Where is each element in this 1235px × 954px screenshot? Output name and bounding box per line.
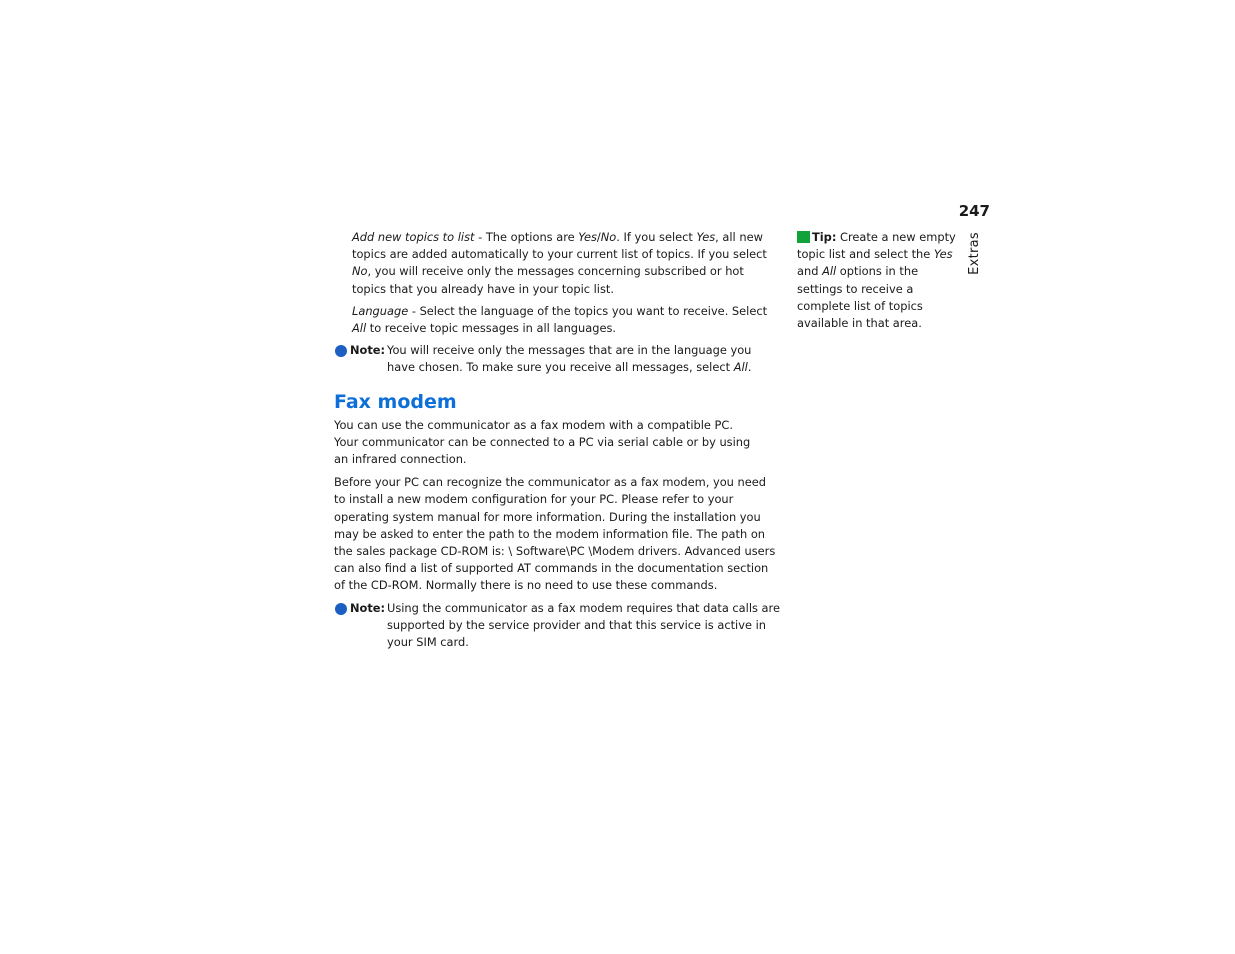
intro-line: an infrared connection. — [334, 452, 467, 467]
note-bullet-icon — [335, 345, 347, 357]
option-no: No — [600, 230, 617, 244]
tip-square-icon — [797, 231, 810, 243]
note-label: Note: — [350, 600, 386, 615]
text-span: , all new topics are added automatically to your current list of topics. If you select — [352, 230, 767, 262]
option-yes: Yes — [578, 230, 597, 244]
modem-configuration-paragraph: Before your PC can recognize the communicator as a fax modem, you need to install a new modem configuration for your PC. Please refer to your operating system manual for more information. During the installation you may be asked to enter the path to the modem information file. The path on the sales package CD-ROM is: \ Software\PC \Modem drivers. Advanced users can also find a list of supported AT commands in the documentation section of the CD-ROM. Normally there is no need to use these commands. — [334, 475, 776, 593]
fax-modem-intro — [334, 417, 780, 469]
option-all: All — [822, 264, 837, 279]
option-no: No — [352, 264, 368, 279]
option-yes: Yes — [696, 230, 716, 244]
option-yes: Yes — [933, 247, 953, 262]
term-language: Language — [352, 303, 409, 318]
section-heading-fax-modem: Fax modem — [334, 390, 457, 413]
separator: / — [596, 230, 601, 244]
tip-label: Tip: — [812, 230, 837, 244]
language-paragraph — [352, 303, 780, 337]
text-span: - The options are — [474, 230, 579, 244]
tip-box — [797, 229, 957, 332]
intro-line: Your communicator can be connected to a PC via serial cable or by using — [334, 434, 751, 449]
option-all: All — [733, 360, 748, 375]
page-number: 247 — [958, 202, 990, 220]
tip-text: options in the settings to receive a complete list of topics available in that area. — [797, 264, 923, 331]
intro-line: You can use the communicator as a fax modem with a compatible PC. — [334, 417, 733, 432]
term-add-new-topics: Add new topics to list — [352, 230, 475, 244]
text-span: . — [747, 360, 752, 375]
option-all: All — [352, 321, 367, 336]
text-span: to receive topic messages in all languages. — [366, 321, 617, 336]
main-column — [334, 229, 780, 651]
section-tab: Extras — [967, 232, 982, 275]
note-bullet-icon — [335, 603, 347, 615]
tip-text: and — [797, 264, 823, 279]
text-span: . If you select — [616, 230, 697, 244]
note-data-calls — [334, 600, 780, 652]
text-span: , you will receive only the messages concerning subscribed or hot topics that you already have in your topic list. — [352, 264, 744, 296]
add-new-topics-paragraph — [352, 229, 780, 298]
text-span: - Select the language of the topics you want to receive. Select — [408, 303, 768, 318]
note-label: Note: — [350, 343, 386, 358]
note-text: Using the communicator as a fax modem requires that data calls are supported by the service provider and that this service is active in your SIM card. — [387, 600, 780, 650]
note-text: You will receive only the messages that are in the language you have chosen. To make sure you receive all messages, select — [387, 343, 752, 375]
tip-text: Create a new empty topic list and select the — [797, 230, 956, 262]
note-language — [334, 342, 780, 376]
